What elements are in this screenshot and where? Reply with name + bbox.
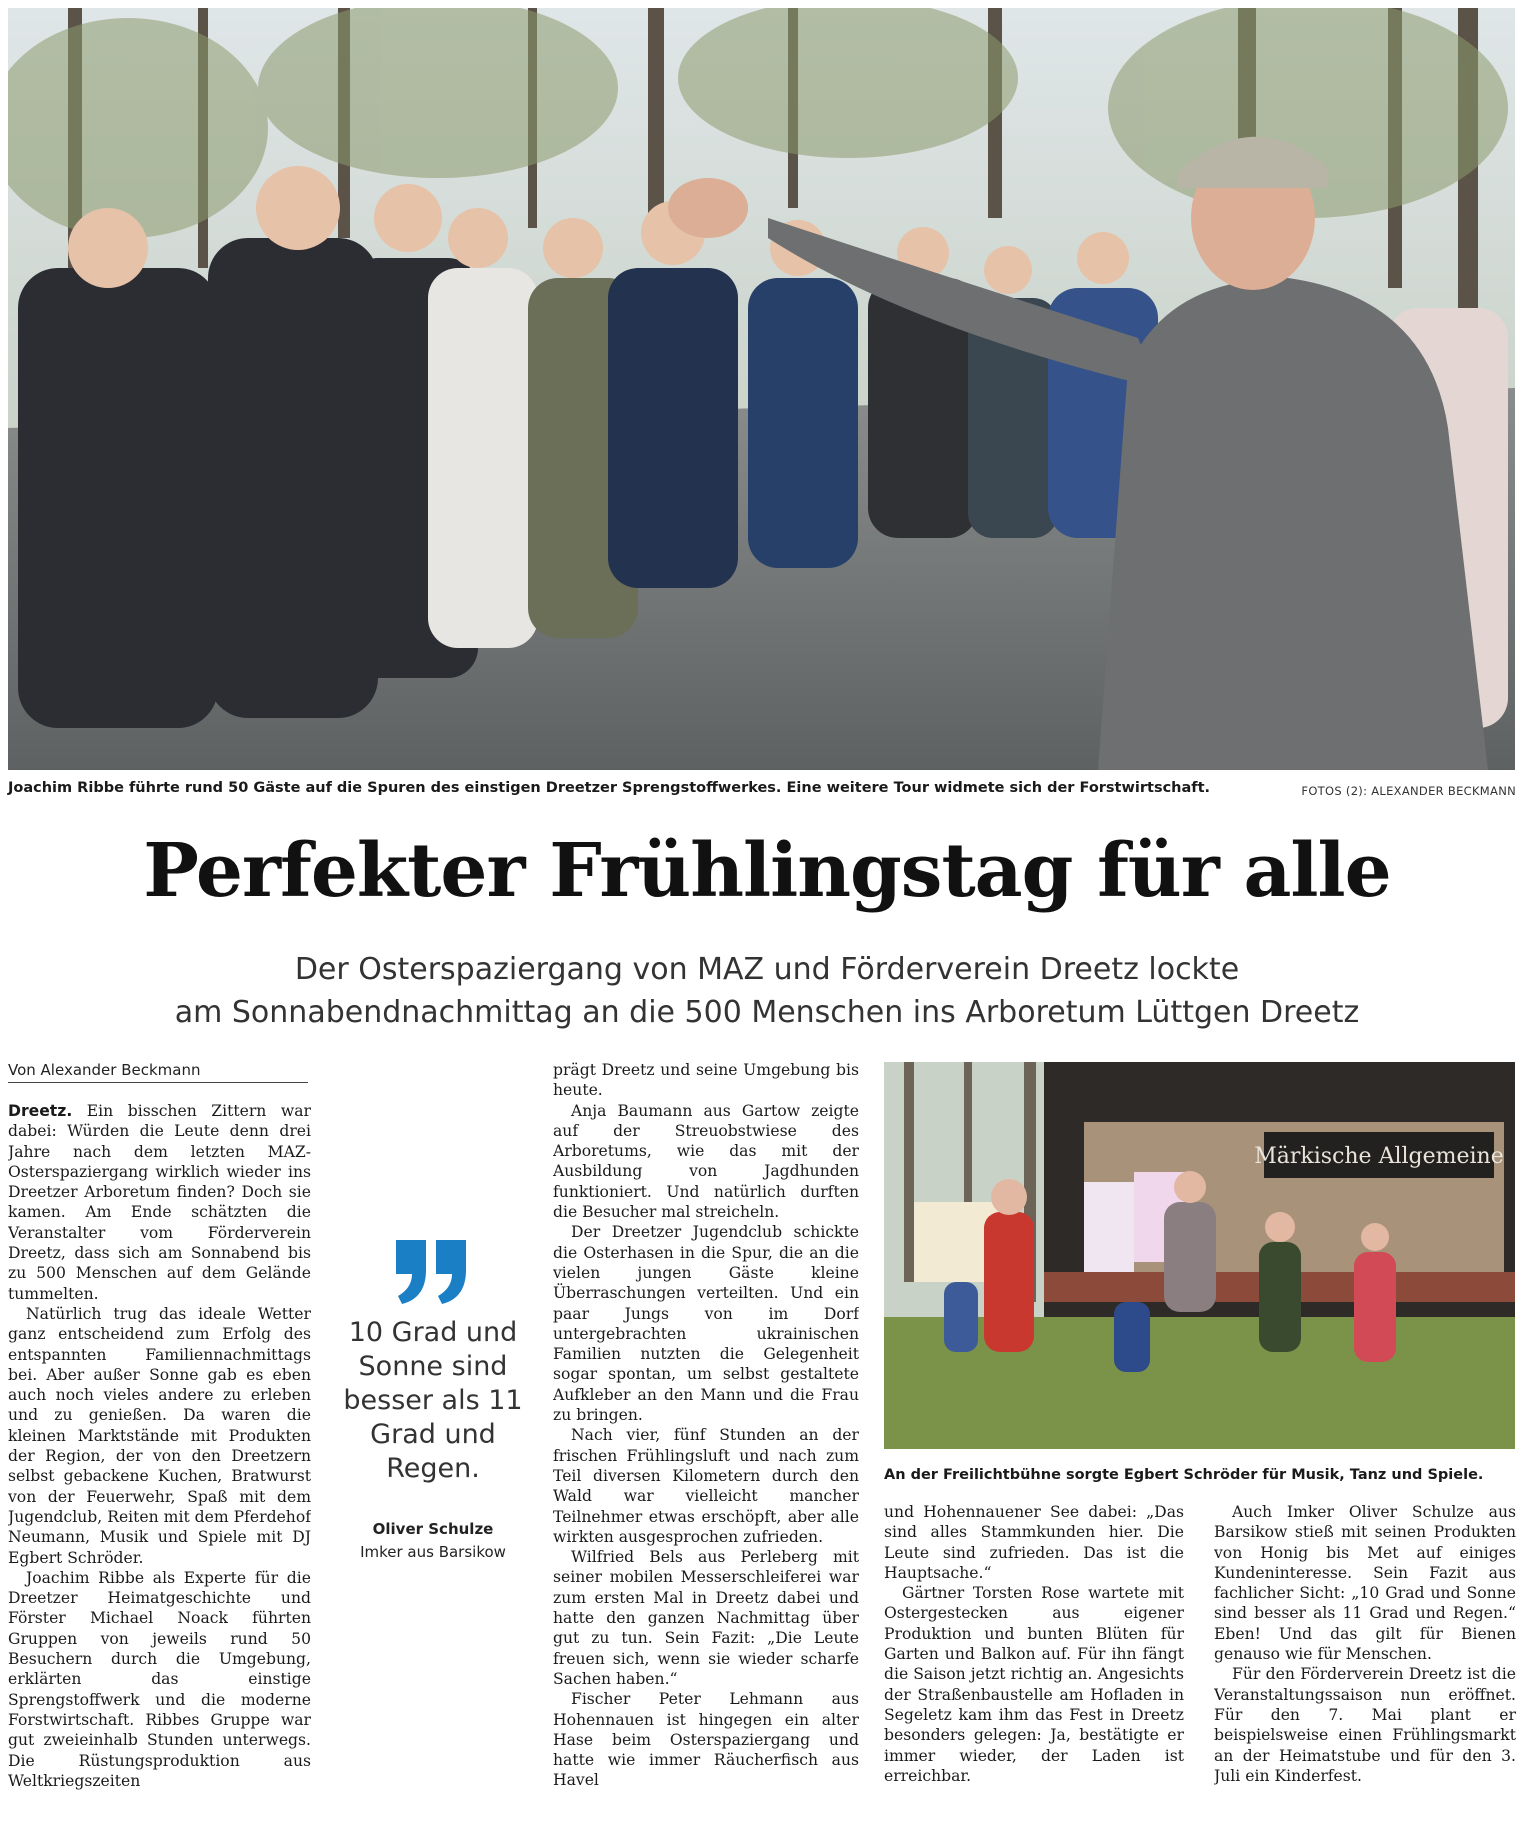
headline: Perfekter Frühlingstag für alle — [143, 828, 1391, 914]
stage-photo — [884, 1062, 1515, 1449]
paragraph-text: Ein bisschen Zittern war dabei: Würden die Leute denn drei Jahre nach dem letzten MAZ-Osterspaziergang wirklich wieder ins Dreetzer Arboretum finden? Doch sie kamen. Am Ende schätzten die Veranstalter vom Förderverein Dreetz, dass sich am Sonnabend bis zu 500 Menschen auf dem Gelände tummelten. — [8, 1102, 311, 1303]
article-paragraph: prägt Dreetz und seine Umgebung bis heute. — [553, 1061, 859, 1100]
article-column-3 — [884, 1502, 1184, 1822]
top-photo — [8, 8, 1515, 770]
article-paragraph — [8, 1101, 311, 1304]
top-photo-caption: Joachim Ribbe führte rund 50 Gäste auf die Spuren des einstigen Dreetzer Sprengstoffwerkes. Eine weitere Tour widmete sich der Forstwirtschaft. — [8, 780, 1211, 796]
article-column-2 — [553, 1060, 859, 1821]
article-paragraph: Natürlich trug das ideale Wetter ganz entscheidend zum Erfolg des entspannten Familiennachmittags bei. Aber außer Sonne gab es eben auch noch vieles andere zu erleben und zu genießen. Da waren die kleinen Marktstände mit Produkten der Region, der von den Dreetzern selbst gebackene Kuchen, Bratwurst von der Feuerwehr, Spaß mit dem Jugendclub, Reiten mit dem Pferdehof Neumann, Musik und Spiele mit DJ Egbert Schröder. — [8, 1304, 311, 1567]
byline: Von Alexander Beckmann — [8, 1061, 308, 1083]
pull-quote-text: 10 Grad und Sonne sind besser als 11 Grad und Regen. — [343, 1317, 523, 1484]
pull-quote-author: Oliver Schulze — [372, 1520, 494, 1538]
article-paragraph: Wilfried Bels aus Perleberg mit seiner mobilen Messerschleiferei war zum ersten Mal in Dreetz dabei und hatte den ganzen Nachmittag über gut zu tun. Sein Fazit: „Die Leute freuen sich, wenn sie wieder scharfe Sachen haben.“ — [553, 1548, 859, 1688]
pull-quote-role: Imker aus Barsikow — [360, 1543, 506, 1561]
subheadline-line-2: am Sonnabendnachmittag an die 500 Menschen ins Arboretum Lüttgen Dreetz — [174, 995, 1360, 1030]
dateline: Dreetz. — [8, 1102, 73, 1120]
article-column-4 — [1214, 1502, 1516, 1822]
article-paragraph: Fischer Peter Lehmann aus Hohennauen ist hingegen ein alter Hase beim Osterspaziergang und hatte wie immer Räucherfisch aus Havel — [553, 1690, 859, 1790]
article-paragraph: Nach vier, fünf Stunden an der frischen Frühlingsluft und nach zum Teil diversen Kilometern durch den Wald war vielleicht mancher Teilnehmer etwas erschöpft, aber alle wirkten ausgesprochen zufrieden. — [553, 1426, 859, 1546]
stage-photo-caption: An der Freilichtbühne sorgte Egbert Schröder für Musik, Tanz und Spiele. — [884, 1467, 1484, 1483]
stage-banner: Märkische Allgemeine — [1254, 1144, 1504, 1169]
article-column-1 — [8, 1101, 311, 1821]
photo-credit: FOTOS (2): ALEXANDER BECKMANN — [1301, 784, 1516, 798]
article-paragraph: Für den Förderverein Dreetz ist die Veranstaltungssaison nun eröffnet. Für den 7. Mai plant er beispielsweise einen Frühlingsmarkt an der Heimatstube und für den 3. Juli ein Kinderfest. — [1214, 1665, 1516, 1785]
subheadline-line-1: Der Osterspaziergang von MAZ und Förderverein Dreetz lockte — [294, 952, 1240, 987]
quote-mark-icon — [392, 1240, 472, 1304]
article-paragraph: Der Dreetzer Jugendclub schickte die Osterhasen in die Spur, die an die vielen jungen Gäste kleine Überraschungen verteilten. Und ein paar Jungs von im Dorf untergebrachten ukrainischen Familien nutzten die Gelegenheit sogar spontan, um selbst gestaltete Aufkleber an den Mann und die Frau zu bringen. — [553, 1223, 859, 1425]
article-paragraph: Auch Imker Oliver Schulze aus Barsikow stieß mit seinen Produkten von Honig bis Met auf einiges Kundeninteresse. Sein Fazit aus fachlicher Sicht: „10 Grad und Sonne sind besser als 11 Grad und Regen.“ Eben! Und das gilt für Bienen genauso wie für Menschen. — [1214, 1503, 1516, 1664]
article-paragraph: und Hohennauener See dabei: „Das sind alles Stammkunden hier. Die Leute sind zufrieden. Das ist die Hauptsache.“ — [884, 1503, 1184, 1582]
article-paragraph: Gärtner Torsten Rose wartete mit Ostergestecken aus eigener Produktion und bunten Blüten für Garten und Balkon auf. Für ihn fängt die Saison jetzt richtig an. Angesichts der Straßenbaustelle am Hofladen in Segeletz kam ihm das Fest in Dreetz besonders gelegen: Ja, bestätigte er immer wieder, der Laden ist erreichbar. — [884, 1584, 1184, 1785]
article-paragraph: Joachim Ribbe als Experte für die Dreetzer Heimatgeschichte und Förster Michael Noack führten Gruppen von jeweils rund 50 Besuchern durch die Umgebung, erklärten das einstige Sprengstoffwerk und die moderne Forstwirtschaft. Ribbes Gruppe war gut zweieinhalb Stunden unterwegs. Die Rüstungsproduktion aus Weltkriegszeiten — [8, 1568, 311, 1790]
article-paragraph: Anja Baumann aus Gartow zeigte auf der Streuobstwiese des Arboretums, wie das mit der Ausbildung von Jagdhunden funktioniert. Und natürlich durften die Besucher mal streicheln. — [553, 1101, 859, 1222]
